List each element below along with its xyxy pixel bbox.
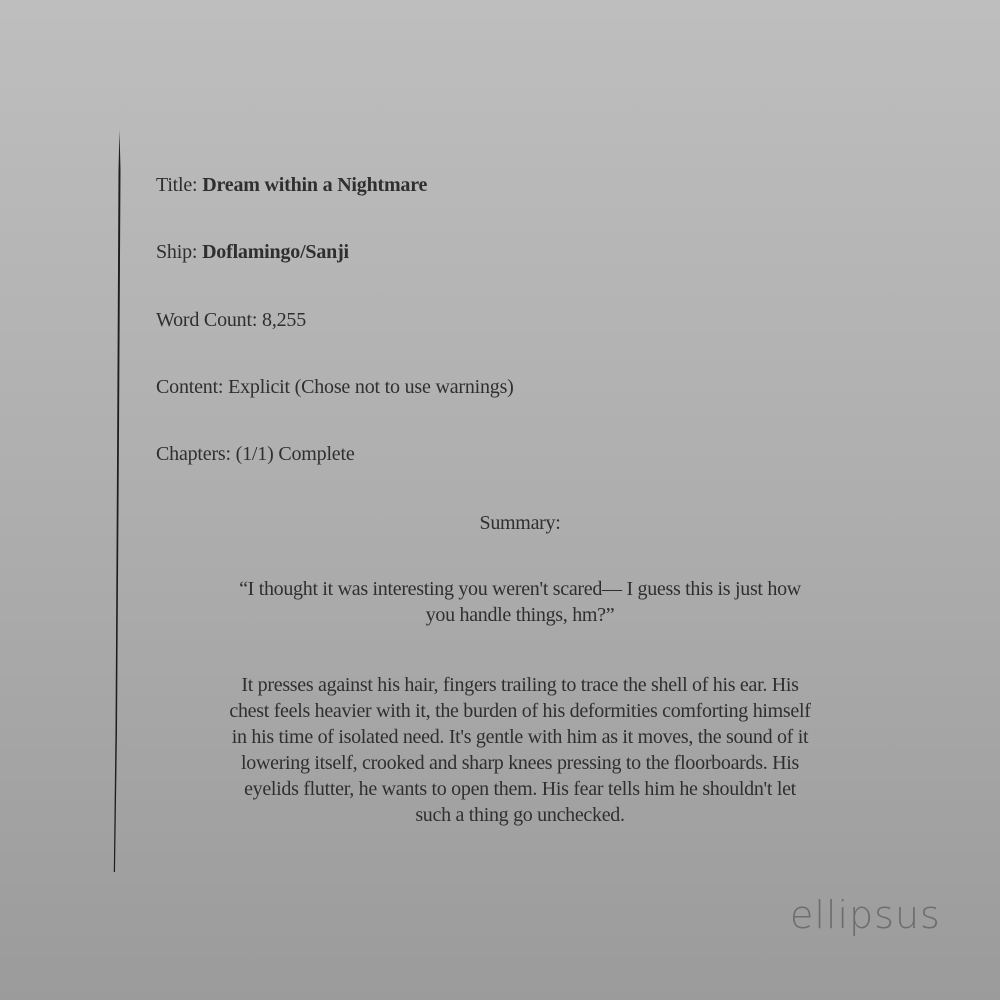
- decorative-vertical-line: [112, 130, 122, 872]
- ellipsus-logo: ellipsus: [790, 893, 941, 937]
- word-count-value: 8,255: [262, 309, 307, 331]
- ship-label: Ship:: [156, 241, 198, 263]
- summary-paragraph: [130, 672, 910, 828]
- chapters-field: [156, 443, 355, 466]
- paragraph-line: such a thing go unchecked.: [415, 804, 625, 826]
- paragraph-line: It presses against his hair, fingers trailing to trace the shell of his ear. His: [241, 674, 799, 696]
- paragraph-line: eyelids flutter, he wants to open them. His fear tells him he shouldn't let: [244, 778, 796, 800]
- title-value: Dream within a Nightmare: [202, 174, 428, 196]
- chapters-value: (1/1) Complete: [235, 443, 355, 465]
- summary-heading: Summary:: [479, 512, 561, 534]
- paragraph-line: in his time of isolated need. It's gentle with him as it moves, the sound of it: [231, 726, 809, 748]
- content-field: [156, 376, 514, 399]
- ship-value: Doflamingo/Sanji: [202, 241, 349, 263]
- title-label: Title:: [156, 174, 198, 196]
- title-field: [156, 174, 427, 197]
- word-count-label: Word Count:: [156, 309, 258, 331]
- content-label: Content:: [156, 376, 224, 398]
- quote-line: you handle things, hm?”: [425, 604, 615, 626]
- paragraph-line: chest feels heavier with it, the burden of his deformities comforting himself: [229, 700, 811, 722]
- summary-quote: [130, 576, 910, 628]
- content-value: Explicit (Chose not to use warnings): [228, 376, 514, 398]
- word-count-field: [156, 309, 306, 332]
- quote-line: “I thought it was interesting you weren't scared— I guess this is just how: [239, 578, 801, 600]
- chapters-label: Chapters:: [156, 443, 231, 465]
- paragraph-line: lowering itself, crooked and sharp knees pressing to the floorboards. His: [241, 752, 799, 774]
- ship-field: [156, 241, 349, 264]
